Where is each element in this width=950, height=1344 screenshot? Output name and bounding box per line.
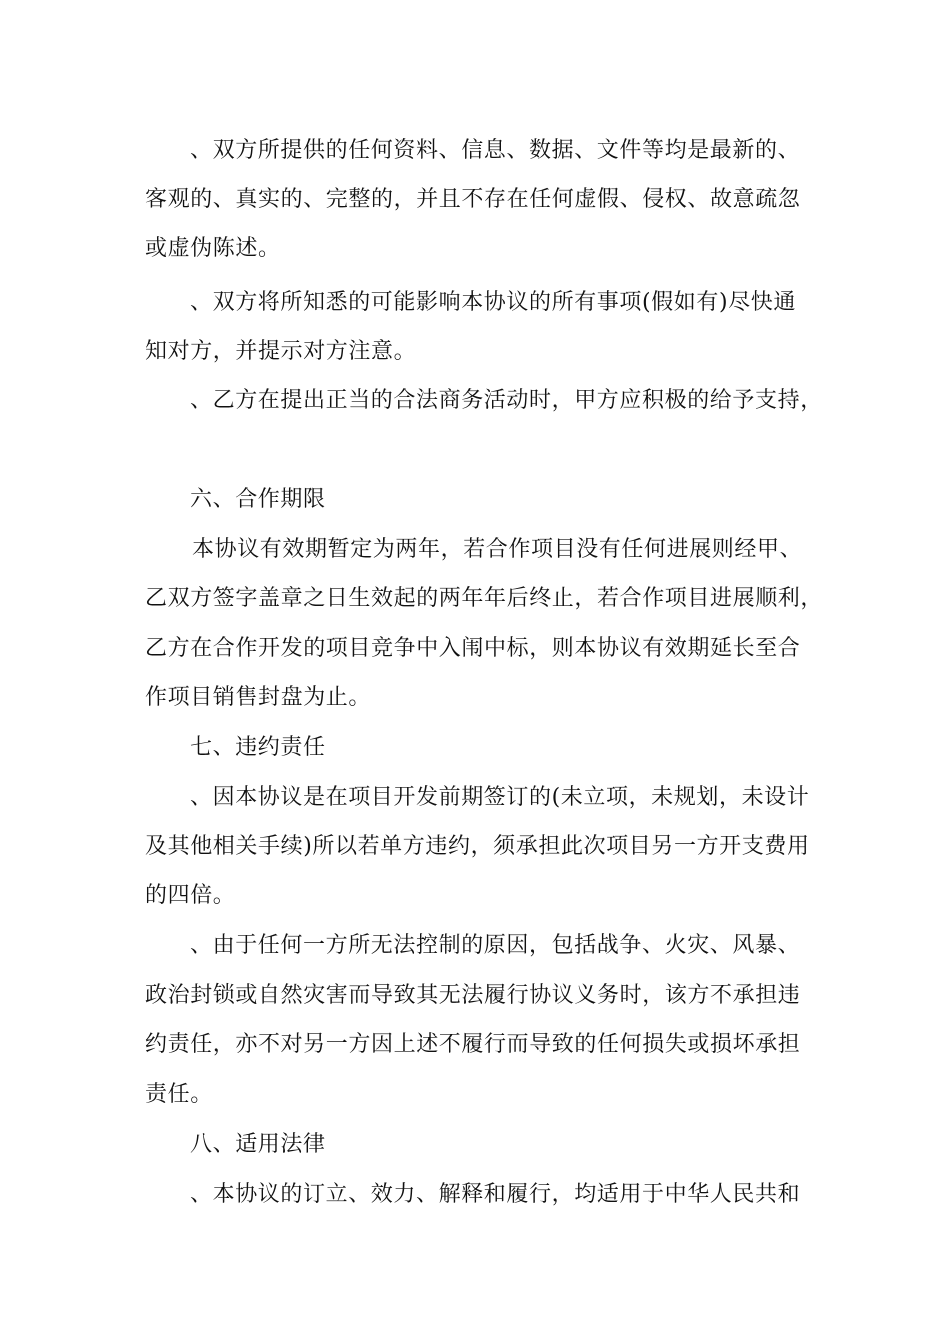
text-line: 本协议有效期暂定为两年，若合作项目没有任何进展则经甲、	[192, 537, 803, 562]
text-line: 、双方将所知悉的可能影响本协议的所有事项(假如有)尽快通	[190, 290, 796, 315]
text-line: 、乙方在提出正当的合法商务活动时，甲方应积极的给予支持，	[190, 388, 823, 413]
text-line: 及其他相关手续)所以若单方违约，须承担此次项目另一方开支费用	[145, 834, 810, 859]
text-line: 、因本协议是在项目开发前期签订的(未立项，未规划，未设计	[190, 785, 810, 810]
text-line: 、由于任何一方所无法控制的原因，包括战争、火灾、风暴、	[190, 933, 801, 958]
text-line: 责任。	[145, 1082, 213, 1107]
section-heading: 七、违约责任	[190, 735, 326, 760]
text-line: 政治封锁或自然灾害而导致其无法履行协议义务时，该方不承担违	[145, 983, 801, 1008]
text-line: 作项目销售封盘为止。	[145, 685, 372, 710]
text-line: 约责任，亦不对另一方因上述不履行而导致的任何损失或损坏承担	[145, 1032, 801, 1057]
text-line: 乙方在合作开发的项目竞争中入闱中标，则本协议有效期延长至合	[145, 636, 801, 661]
section-heading: 六、合作期限	[190, 487, 326, 512]
text-line: 、本协议的订立、效力、解释和履行，均适用于中华人民共和	[190, 1182, 801, 1207]
text-line: 的四倍。	[145, 883, 236, 908]
text-line: 乙双方签字盖章之日生效起的两年年后终止，若合作项目进展顺利，	[145, 586, 824, 611]
text-line: 或虚伪陈述。	[145, 236, 281, 261]
text-line: 、双方所提供的任何资料、信息、数据、文件等均是最新的、	[190, 138, 801, 163]
text-line: 客观的、真实的、完整的，并且不存在任何虚假、侵权、故意疏忽	[145, 187, 801, 212]
section-heading: 八、适用法律	[190, 1132, 326, 1157]
text-line: 知对方，并提示对方注意。	[145, 339, 417, 364]
